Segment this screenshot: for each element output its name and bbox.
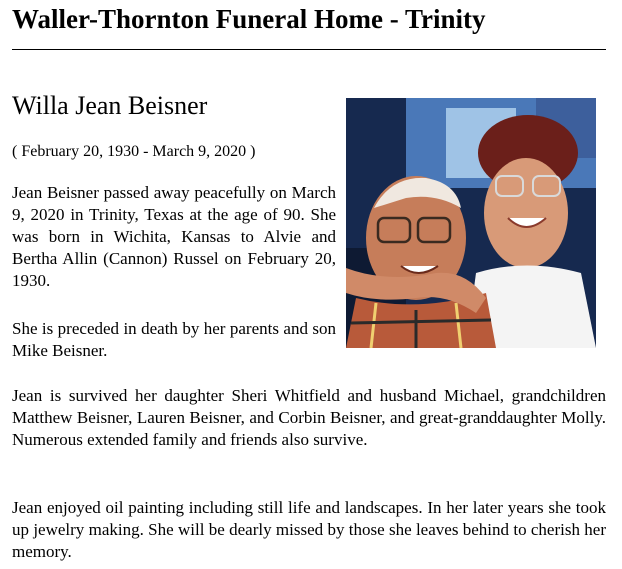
obituary-dates: ( February 20, 1930 - March 9, 2020 ) bbox=[12, 143, 256, 160]
site-title: Waller-Thornton Funeral Home - Trinity bbox=[12, 4, 486, 34]
obituary-paragraph: She is preceded in death by her parents and son Mike Beisner. bbox=[12, 319, 336, 360]
obituary-paragraph: Jean is survived her daughter Sheri Whitfield and husband Michael, grandchildren Matthew Beisner, Lauren Beisner, and Corbin Beisner, and great-granddaughter Molly. Numerous extended family and friends also survive. bbox=[12, 386, 606, 449]
obituary-paragraph: Jean Beisner passed away peacefully on March 9, 2020 in Trinity, Texas at the age of 90. She was born in Wichita, Kansas to Alvie and Bertha Allin (Cannon) Russel on February 20, 1930. bbox=[12, 183, 336, 290]
obituary-paragraph: Jean enjoyed oil painting including still life and landscapes. In her later years she took up jewelry making. She will be dearly missed by those she leaves behind to cherish her memory. bbox=[12, 498, 606, 561]
couple-photo-illustration bbox=[346, 98, 596, 348]
obituary-name: Willa Jean Beisner bbox=[12, 91, 208, 120]
obituary-photo bbox=[346, 98, 596, 348]
header-divider bbox=[12, 49, 606, 50]
